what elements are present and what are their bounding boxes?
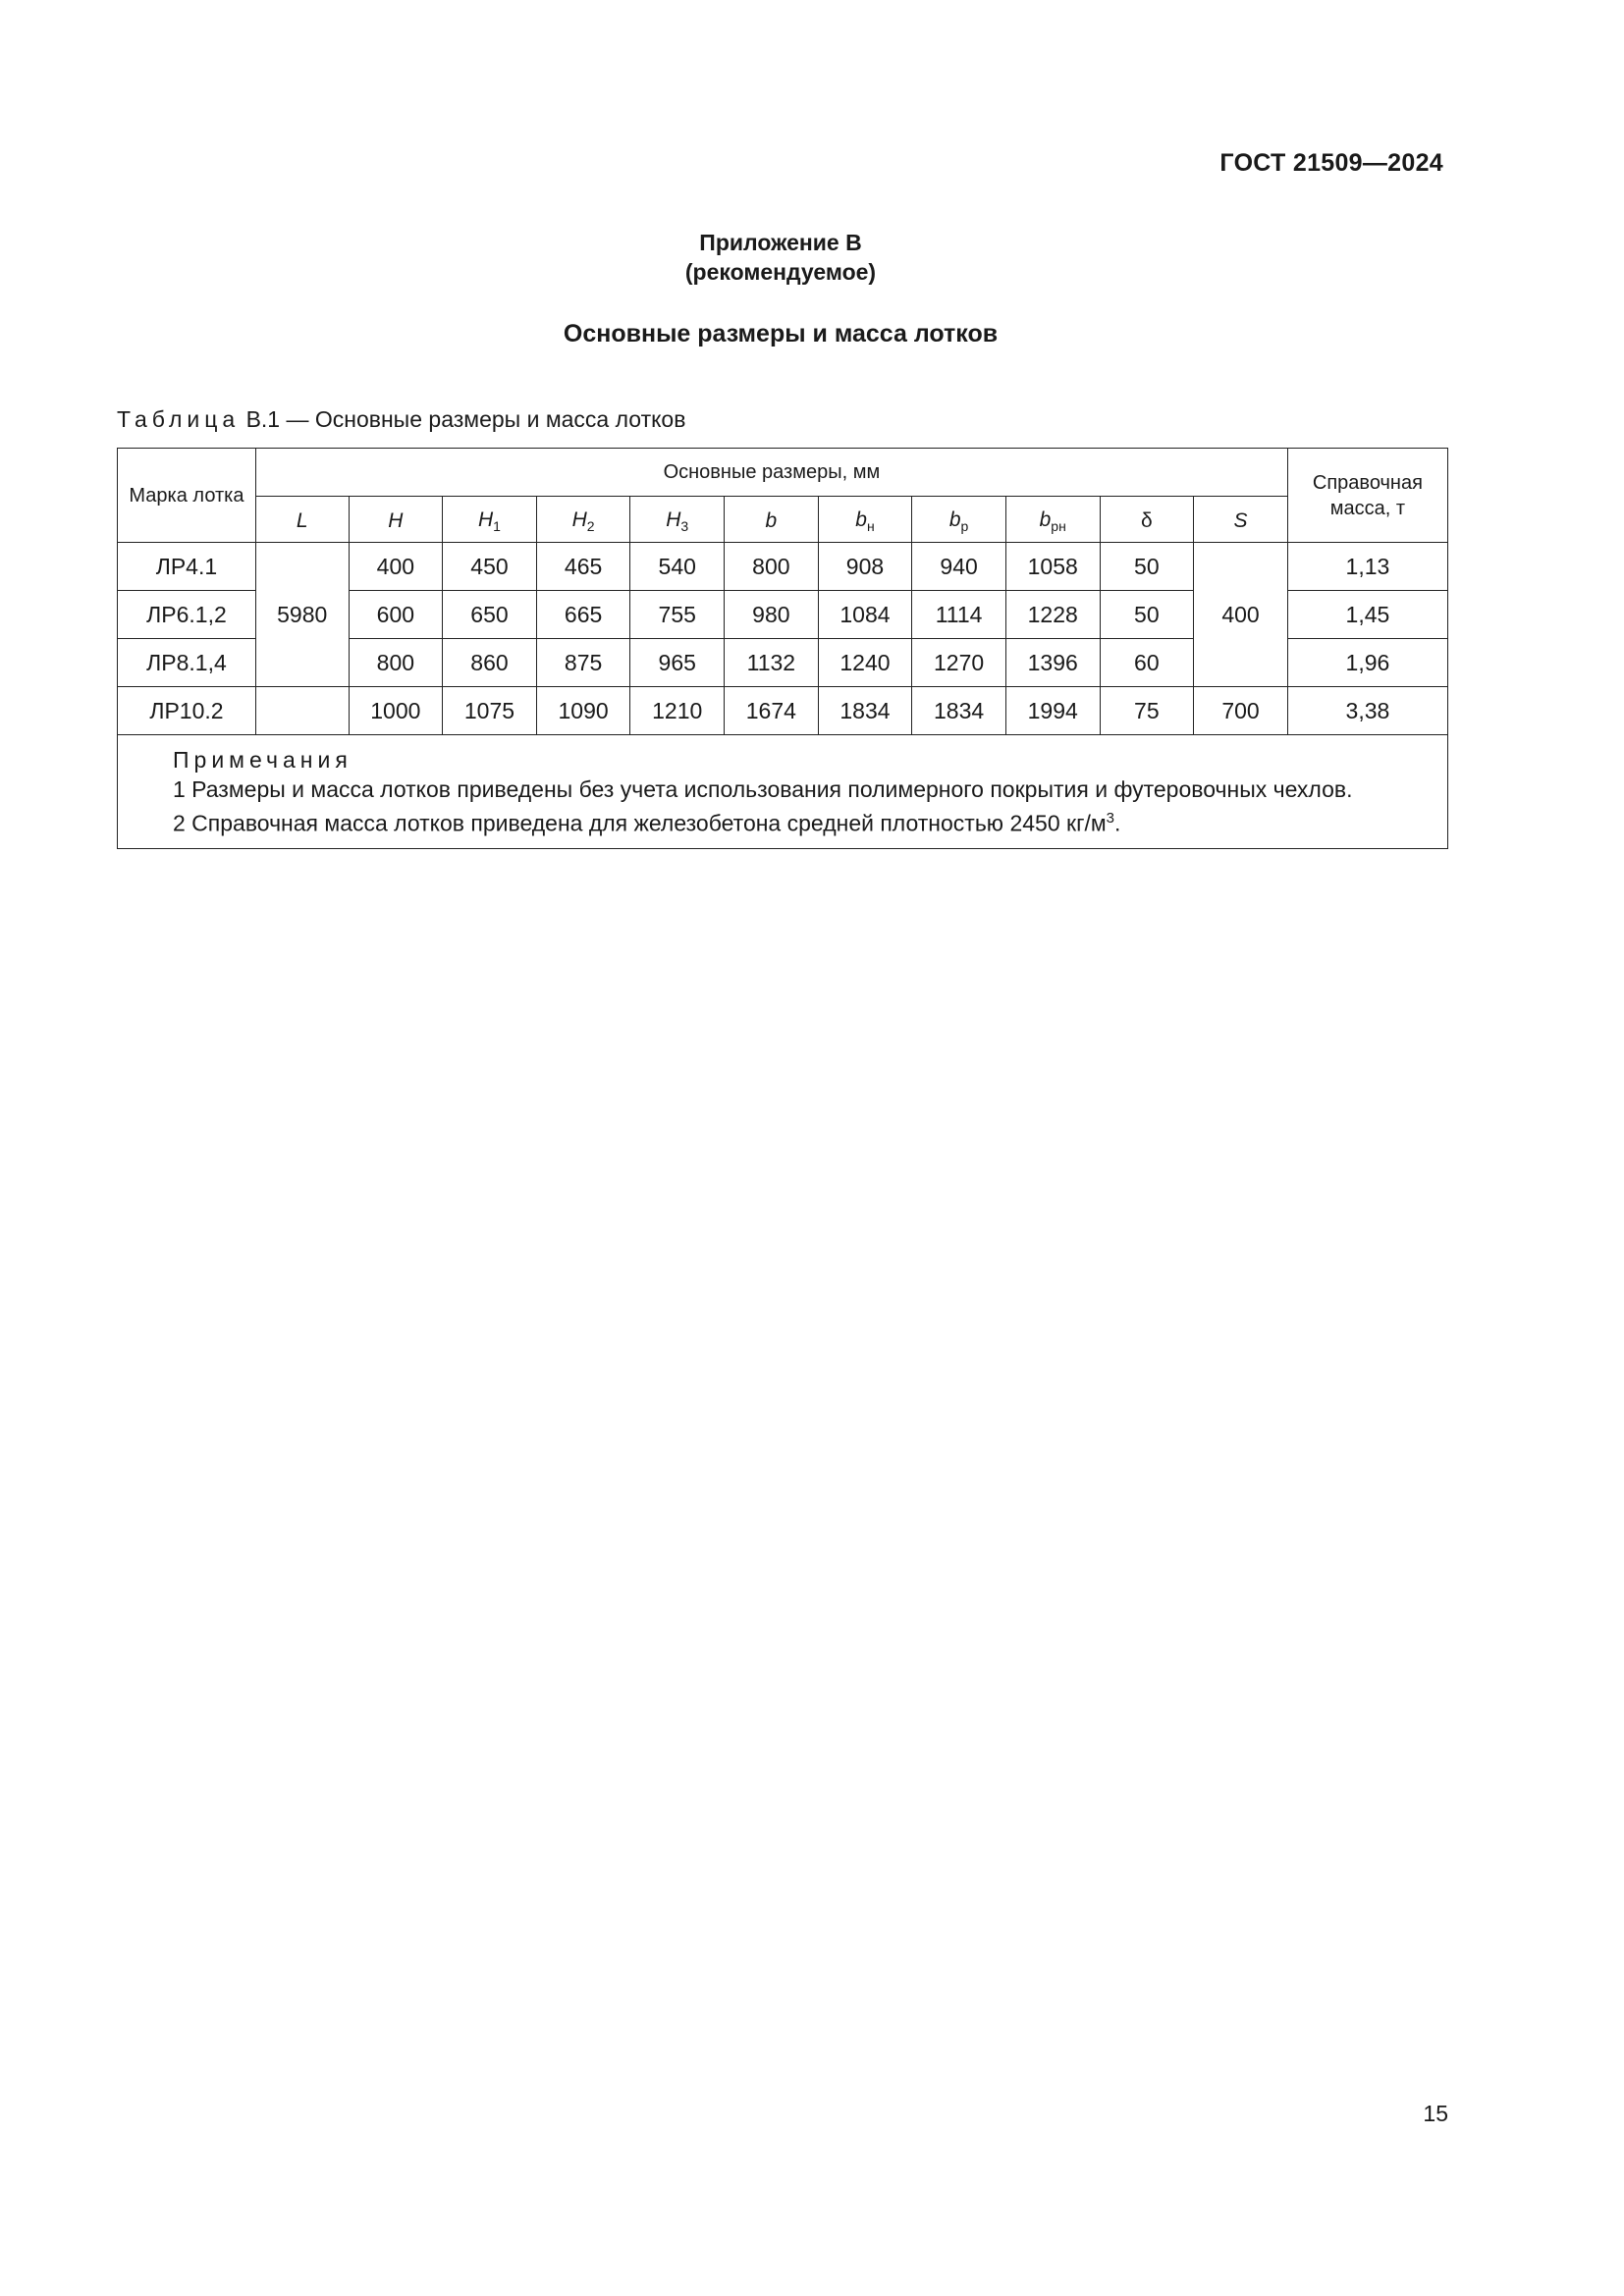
cell-delta: 50 — [1100, 543, 1194, 591]
cell-H3: 1210 — [630, 687, 725, 735]
cell-H2: 665 — [536, 591, 630, 639]
cell-mass: 1,45 — [1287, 591, 1447, 639]
cell-delta: 75 — [1100, 687, 1194, 735]
cell-bn: 1834 — [818, 687, 912, 735]
cell-L-shared: 5980 — [255, 543, 349, 687]
symbol-delta: δ — [1100, 497, 1194, 543]
cell-H2: 1090 — [536, 687, 630, 735]
note-1: 1 Размеры и масса лотков приведены без учета использования полимерного покрытия и футеровочных чехлов. — [173, 776, 1353, 802]
cell-H1: 1075 — [443, 687, 537, 735]
table-notes — [118, 735, 1448, 849]
cell-bn: 1240 — [818, 639, 912, 687]
table-caption-label: Таблица — [117, 406, 241, 432]
table-caption-text: В.1 — Основные размеры и масса лотков — [245, 406, 686, 432]
symbol-bn: $b_н$ — [818, 497, 912, 543]
cell-mark: ЛР4.1 — [118, 543, 256, 591]
appendix-title: Приложение В — [699, 230, 862, 255]
cell-bn: 1084 — [818, 591, 912, 639]
cell-bpn: 1994 — [1005, 687, 1100, 735]
cell-H3: 755 — [630, 591, 725, 639]
table-row — [118, 687, 1448, 735]
cell-S: 700 — [1194, 687, 1288, 735]
col-header-mark: Марка лотка — [118, 449, 256, 543]
table-caption — [117, 406, 685, 433]
cell-H1: 650 — [443, 591, 537, 639]
cell-b: 1132 — [725, 639, 819, 687]
symbol-bpn: $b_{рн}$ — [1005, 497, 1100, 543]
cell-bpn: 1396 — [1005, 639, 1100, 687]
symbol-bp: $b_р$ — [912, 497, 1006, 543]
cell-H: 400 — [349, 543, 443, 591]
appendix-status: (рекомендуемое) — [684, 259, 877, 285]
note-2: 2 Справочная масса лотков приведена для железобетона средней плотностью 2450 $кг/м^3$. — [173, 810, 1121, 836]
cell-b: 1674 — [725, 687, 819, 735]
col-header-mass: Справочная масса, т — [1287, 449, 1447, 543]
cell-mass: 1,96 — [1287, 639, 1447, 687]
col-header-group: Основные размеры, мм — [255, 449, 1287, 497]
symbol-S: S — [1194, 497, 1288, 543]
symbol-L: L — [255, 497, 349, 543]
cell-H2: 875 — [536, 639, 630, 687]
cell-H3: 540 — [630, 543, 725, 591]
notes-heading: Примечания — [173, 747, 352, 773]
symbol-b: b — [725, 497, 819, 543]
cell-H: 800 — [349, 639, 443, 687]
cell-bp: 1270 — [912, 639, 1006, 687]
symbol-H1: $H_1$ — [443, 497, 537, 543]
cell-H: 600 — [349, 591, 443, 639]
cell-H3: 965 — [630, 639, 725, 687]
cell-b: 980 — [725, 591, 819, 639]
cell-bpn: 1228 — [1005, 591, 1100, 639]
cell-bn: 908 — [818, 543, 912, 591]
section-title: Основные размеры и масса лотков — [563, 320, 999, 347]
page-number: 15 — [1423, 2101, 1448, 2126]
cell-b: 800 — [725, 543, 819, 591]
cell-mass: 3,38 — [1287, 687, 1447, 735]
document-id: ГОСТ 21509—2024 — [1219, 149, 1443, 177]
cell-mass: 1,13 — [1287, 543, 1447, 591]
cell-L — [255, 687, 349, 735]
cell-H1: 450 — [443, 543, 537, 591]
cell-mark: ЛР8.1,4 — [118, 639, 256, 687]
appendix-heading — [0, 228, 1561, 287]
symbol-H3: $H_3$ — [630, 497, 725, 543]
cell-H: 1000 — [349, 687, 443, 735]
cell-S-shared: 400 — [1194, 543, 1288, 687]
cell-bp: 940 — [912, 543, 1006, 591]
cell-bp: 1834 — [912, 687, 1006, 735]
cell-delta: 50 — [1100, 591, 1194, 639]
cell-bpn: 1058 — [1005, 543, 1100, 591]
cell-mark: ЛР10.2 — [118, 687, 256, 735]
table-row — [118, 543, 1448, 591]
symbol-H2: $H_2$ — [536, 497, 630, 543]
dimensions-table — [117, 448, 1448, 849]
cell-H1: 860 — [443, 639, 537, 687]
cell-delta: 60 — [1100, 639, 1194, 687]
cell-bp: 1114 — [912, 591, 1006, 639]
cell-H2: 465 — [536, 543, 630, 591]
symbol-H: H — [349, 497, 443, 543]
cell-mark: ЛР6.1,2 — [118, 591, 256, 639]
